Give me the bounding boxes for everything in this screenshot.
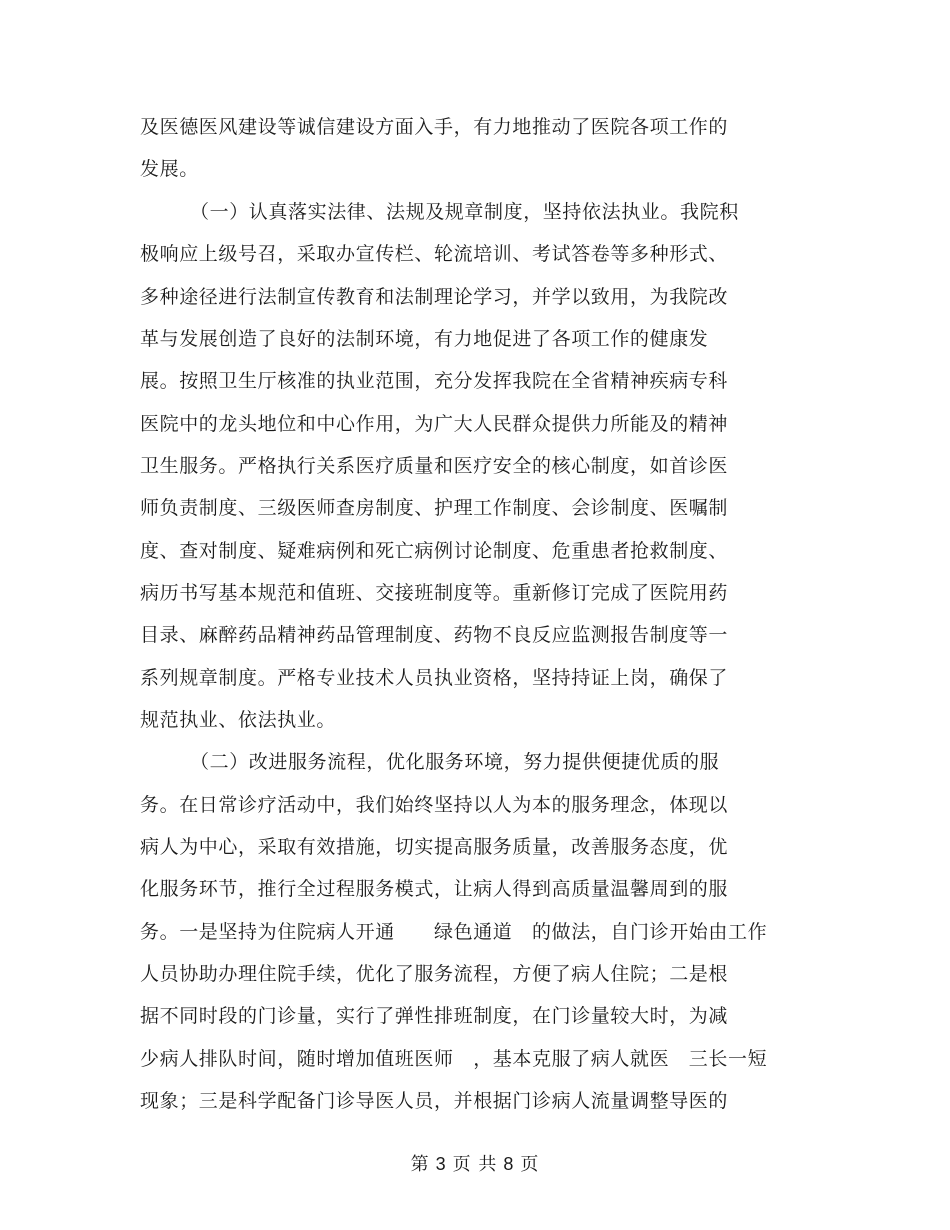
text-line-14: 系列规章制度。严格专业技术人员执业资格，坚持持证上岗，确保了 — [140, 667, 729, 689]
footer-suffix: 页 — [520, 1154, 540, 1175]
text-line-20: 务。一是坚持为住院病人开通 绿色通道 的做法，自门诊开始由工作 — [140, 921, 768, 943]
text-line-10: 师负责制度、三级医师查房制度、护理工作制度、会诊制度、医嘱制 — [140, 497, 729, 519]
text-line-22: 据不同时段的门诊量，实行了弹性排班制度，在门诊量较大时，为减 — [140, 1005, 729, 1027]
text-line-24: 现象；三是科学配备门诊导医人员，并根据门诊病人流量调整导医的 — [140, 1090, 729, 1112]
text-line-11: 度、查对制度、疑难病例和死亡病例讨论制度、危重患者抢救制度、 — [140, 540, 729, 562]
text-line-21: 人员协助办理住院手续，优化了服务流程，方便了病人住院；二是根 — [140, 963, 729, 985]
current-page-number: 3 — [435, 1154, 447, 1174]
text-line-8: 医院中的龙头地位和中心作用，为广大人民群众提供力所能及的精神 — [140, 413, 729, 435]
text-line-16: （二）改进服务流程，优化服务环境，努力提供便捷优质的服 — [190, 751, 720, 773]
text-line-7: 展。按照卫生厅核准的执业范围，充分发挥我院在全省精神疾病专科 — [140, 370, 729, 392]
text-line-12: 病历书写基本规范和值班、交接班制度等。重新修订完成了医院用药 — [140, 582, 729, 604]
page-footer — [0, 1152, 950, 1177]
text-line-3: （一）认真落实法律、法规及规章制度，坚持依法执业。我院积 — [190, 201, 739, 223]
text-line-23: 少病人排队时间，随时增加值班医师 ，基本克服了病人就医 三长一短 — [140, 1048, 768, 1070]
text-line-18: 病人为中心，采取有效措施，切实提高服务质量，改善服务态度，优 — [140, 836, 729, 858]
text-line-9: 卫生服务。严格执行关系医疗质量和医疗安全的核心制度，如首诊医 — [140, 455, 729, 477]
text-line-13: 目录、麻醉药品精神药品管理制度、药物不良反应监测报告制度等一 — [140, 624, 729, 646]
footer-prefix: 第 — [410, 1154, 430, 1175]
text-line-5: 多种途径进行法制宣传教育和法制理论学习，并学以致用，为我院改 — [140, 286, 729, 308]
text-line-4: 极响应上级号召，采取办宣传栏、轮流培训、考试答卷等多种形式、 — [140, 243, 729, 265]
text-line-15: 规范执业、依法执业。 — [140, 709, 337, 731]
total-pages-number: 8 — [503, 1154, 515, 1174]
text-line-2: 发展。 — [140, 158, 199, 180]
text-line-17: 务。在日常诊疗活动中，我们始终坚持以人为本的服务理念，体现以 — [140, 794, 729, 816]
text-line-6: 革与发展创造了良好的法制环境，有力地促进了各项工作的健康发 — [140, 328, 709, 350]
text-line-19: 化服务环节，推行全过程服务模式，让病人得到高质量温馨周到的服 — [140, 878, 729, 900]
footer-middle: 页 共 — [452, 1154, 498, 1175]
text-line-1: 及医德医风建设等诚信建设方面入手，有力地推动了医院各项工作的 — [140, 116, 729, 138]
